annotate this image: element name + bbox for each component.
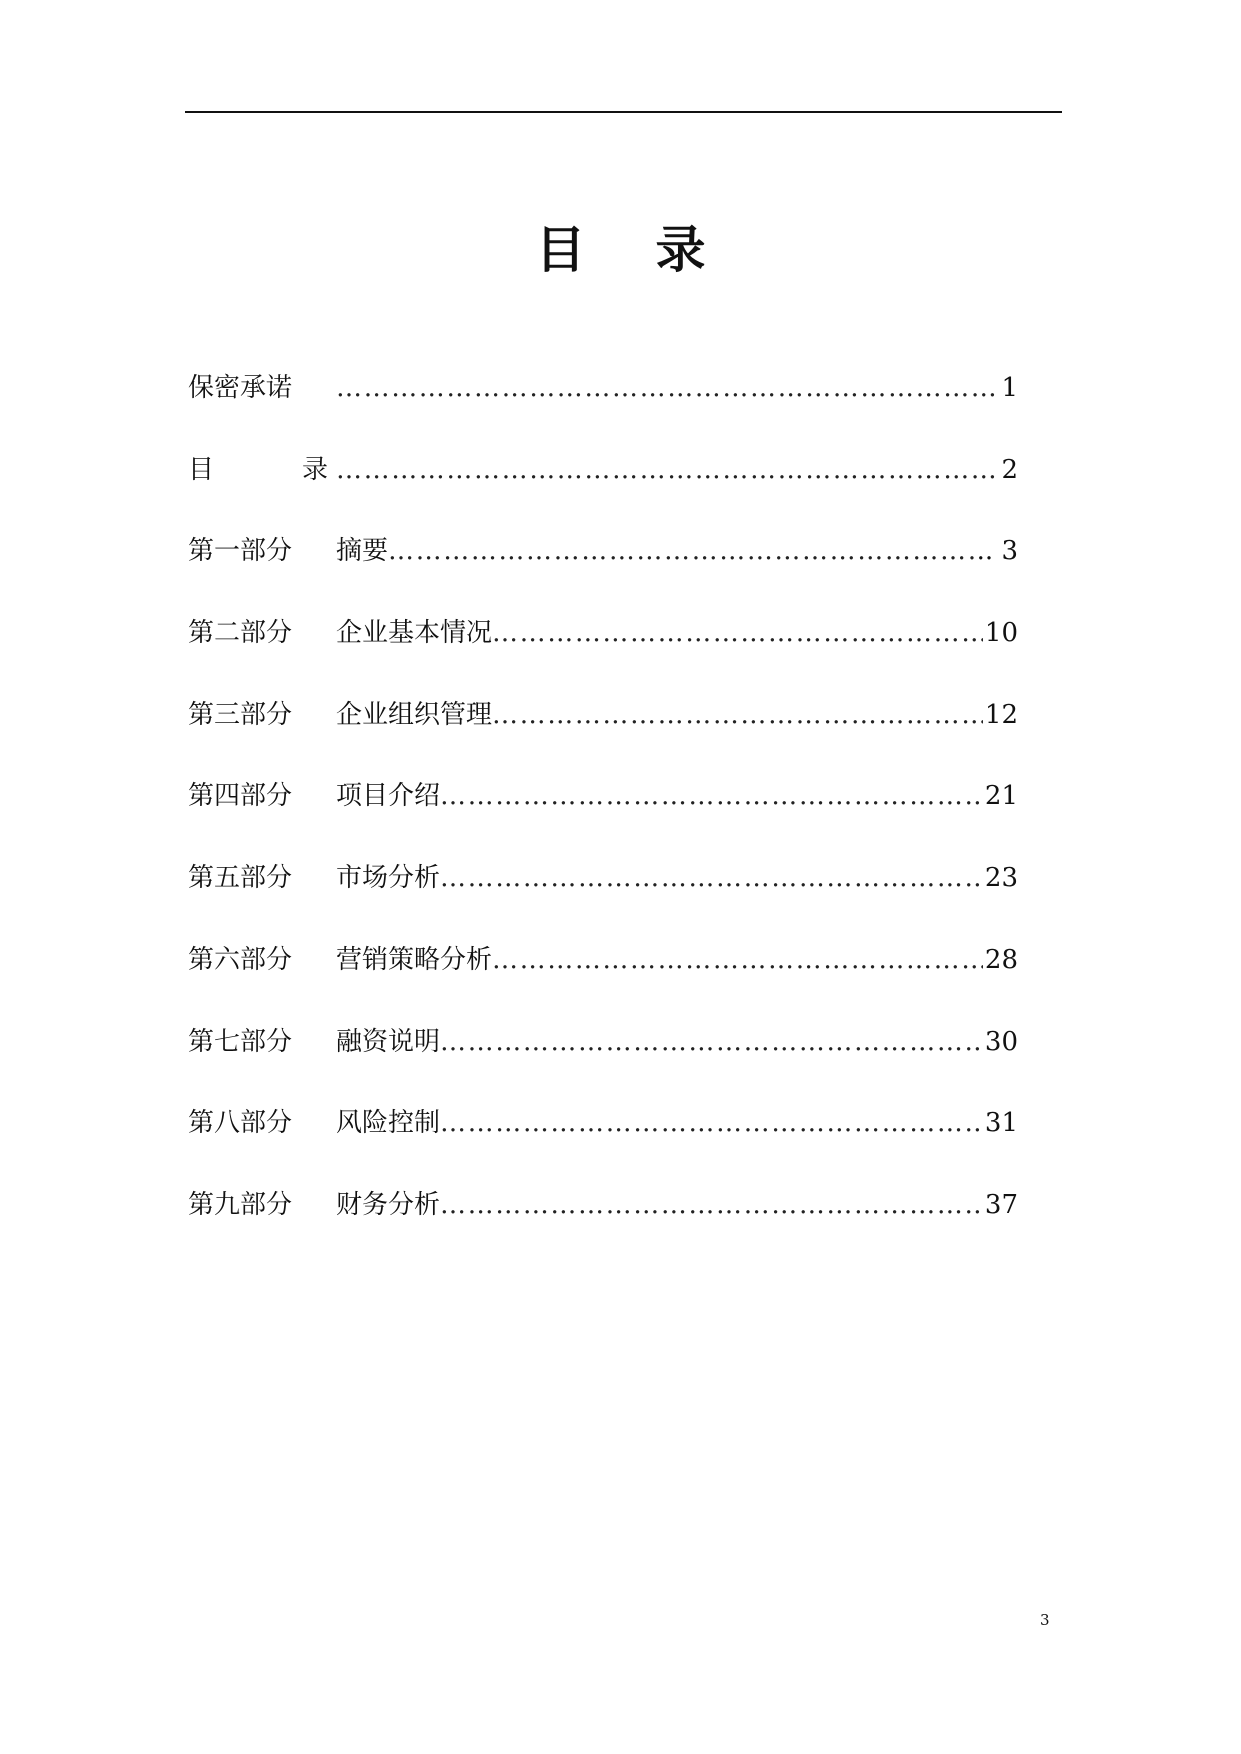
toc-title-char-2: 录 — [655, 221, 706, 279]
toc-entry-title: 市场分析 — [336, 863, 441, 894]
toc-entry-part-5[interactable] — [188, 858, 1018, 940]
toc-leader-dots — [492, 613, 983, 653]
toc-leader-dots — [336, 450, 999, 490]
toc-entry-part: 第二部分 — [188, 618, 293, 649]
toc-entry-part-6[interactable] — [188, 940, 1018, 1022]
toc-entry-part — [188, 450, 328, 490]
toc-entry-page: 1 — [1001, 373, 1018, 403]
toc-leader-dots — [440, 1185, 983, 1225]
toc-entry-part-9[interactable] — [188, 1185, 1018, 1267]
toc-entry-title: 风险控制 — [336, 1108, 441, 1139]
toc-entry-part-7[interactable] — [188, 1022, 1018, 1104]
toc-entry-part-8[interactable] — [188, 1103, 1018, 1185]
toc-entry-part: 第八部分 — [188, 1108, 293, 1139]
toc-entry-title: 摘要 — [336, 536, 389, 567]
toc-entry-contents[interactable] — [188, 450, 1018, 532]
toc-leader-dots — [440, 1022, 983, 1062]
toc-entry-title: 营销策略分析 — [336, 944, 493, 975]
toc-entry-title: 企业基本情况 — [336, 618, 493, 649]
toc-entry-part: 第五部分 — [188, 863, 293, 894]
toc-entry-page: 37 — [984, 1189, 1018, 1220]
table-of-contents — [188, 368, 1018, 1267]
toc-entry-title: 项目介绍 — [336, 781, 441, 812]
toc-entry-part: 保密承诺 — [188, 373, 293, 403]
toc-leader-dots — [492, 940, 983, 980]
toc-entry-part: 第一部分 — [188, 536, 293, 567]
toc-entry-part: 第四部分 — [188, 781, 293, 812]
toc-entry-page: 23 — [984, 863, 1018, 894]
toc-entry-page: 10 — [984, 618, 1018, 649]
toc-leader-dots — [336, 368, 999, 408]
toc-entry-part-4[interactable] — [188, 776, 1018, 858]
toc-entry-page: 2 — [1001, 454, 1018, 485]
toc-entry-part: 第九部分 — [188, 1189, 293, 1220]
page-number: 3 — [1040, 1611, 1050, 1629]
toc-entry-confidentiality[interactable] — [188, 368, 1018, 450]
toc-entry-part-char-2: 录 — [301, 454, 328, 485]
toc-entry-title: 融资说明 — [336, 1026, 441, 1057]
toc-entry-page: 30 — [984, 1026, 1018, 1057]
toc-entry-part: 第六部分 — [188, 944, 293, 975]
toc-entry-title: 企业组织管理 — [336, 699, 493, 730]
toc-leader-dots — [440, 858, 983, 898]
toc-leader-dots — [440, 776, 983, 816]
toc-entry-part-1[interactable] — [188, 531, 1018, 613]
header-rule — [185, 111, 1062, 113]
toc-entry-part-3[interactable] — [188, 695, 1018, 777]
toc-entry-part: 第七部分 — [188, 1026, 293, 1057]
toc-entry-page: 12 — [984, 699, 1018, 730]
toc-entry-part: 第三部分 — [188, 699, 293, 730]
toc-entry-part-char-1: 目 — [188, 454, 215, 485]
toc-title-char-1: 目 — [535, 221, 586, 279]
toc-entry-page: .. 3 — [976, 536, 1018, 567]
toc-entry-page: 31 — [984, 1108, 1018, 1139]
toc-entry-page: 28 — [984, 944, 1018, 975]
toc-entry-part-2[interactable] — [188, 613, 1018, 695]
toc-leader-dots — [492, 695, 983, 735]
toc-entry-title: 财务分析 — [336, 1189, 441, 1220]
toc-leader-dots — [388, 531, 975, 571]
toc-entry-page: 21 — [984, 781, 1018, 812]
toc-leader-dots — [440, 1103, 983, 1143]
toc-title — [0, 212, 1241, 288]
